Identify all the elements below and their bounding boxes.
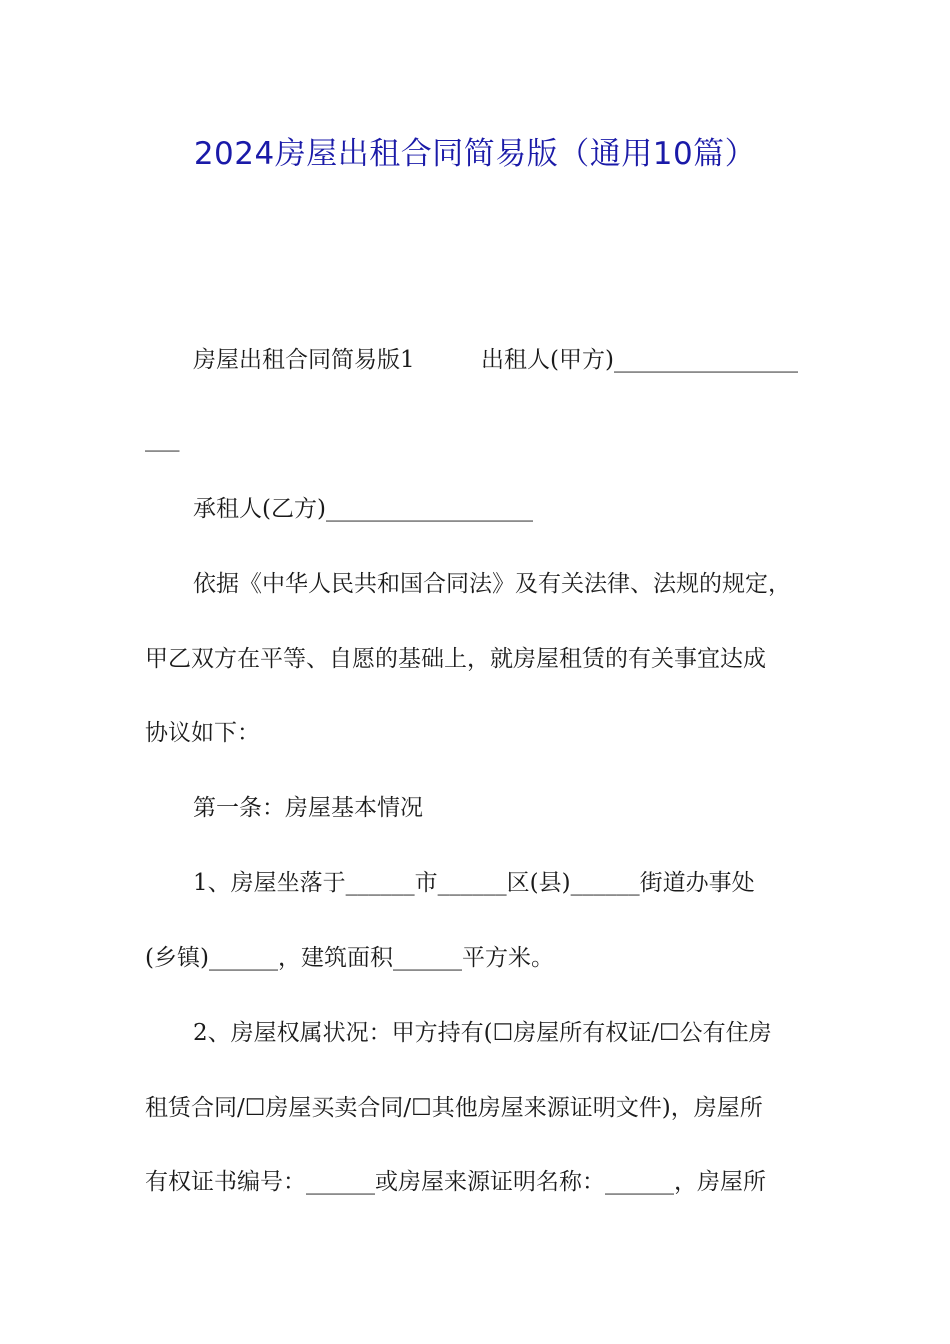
lessee-line: 承租人(乙方)__________________: [193, 496, 533, 522]
clause-2-line-3: 有权证书编号：______或房屋来源证明名称：______，房屋所: [145, 1169, 766, 1195]
clause-1-line-2: (乡镇)______，建筑面积______平方米。: [145, 945, 554, 971]
clause-2-line-2: 租赁合同/☐房屋买卖合同/☐其他房屋来源证明文件)，房屋所: [145, 1095, 763, 1121]
preamble-line-1: 依据《中华人民共和国合同法》及有关法律、法规的规定，: [193, 571, 791, 597]
clause-2-line-1: 2、房屋权属状况：甲方持有(☐房屋所有权证/☐公有住房: [193, 1020, 772, 1046]
preamble-line-3: 协议如下：: [145, 720, 260, 746]
document-title: 2024房屋出租合同简易版（通用10篇）: [193, 136, 757, 172]
section-heading-contract-1: 房屋出租合同简易版1: [193, 347, 415, 373]
preamble-line-2: 甲乙双方在平等、自愿的基础上，就房屋租赁的有关事宜达成: [145, 646, 766, 672]
lessor-line-continued: ___: [145, 426, 180, 452]
article-1-heading: 第一条：房屋基本情况: [193, 795, 423, 821]
lessor-line: 出租人(甲方)________________: [481, 347, 798, 373]
clause-1-line-1: 1、房屋坐落于______市______区(县)______街道办事处: [193, 870, 755, 896]
